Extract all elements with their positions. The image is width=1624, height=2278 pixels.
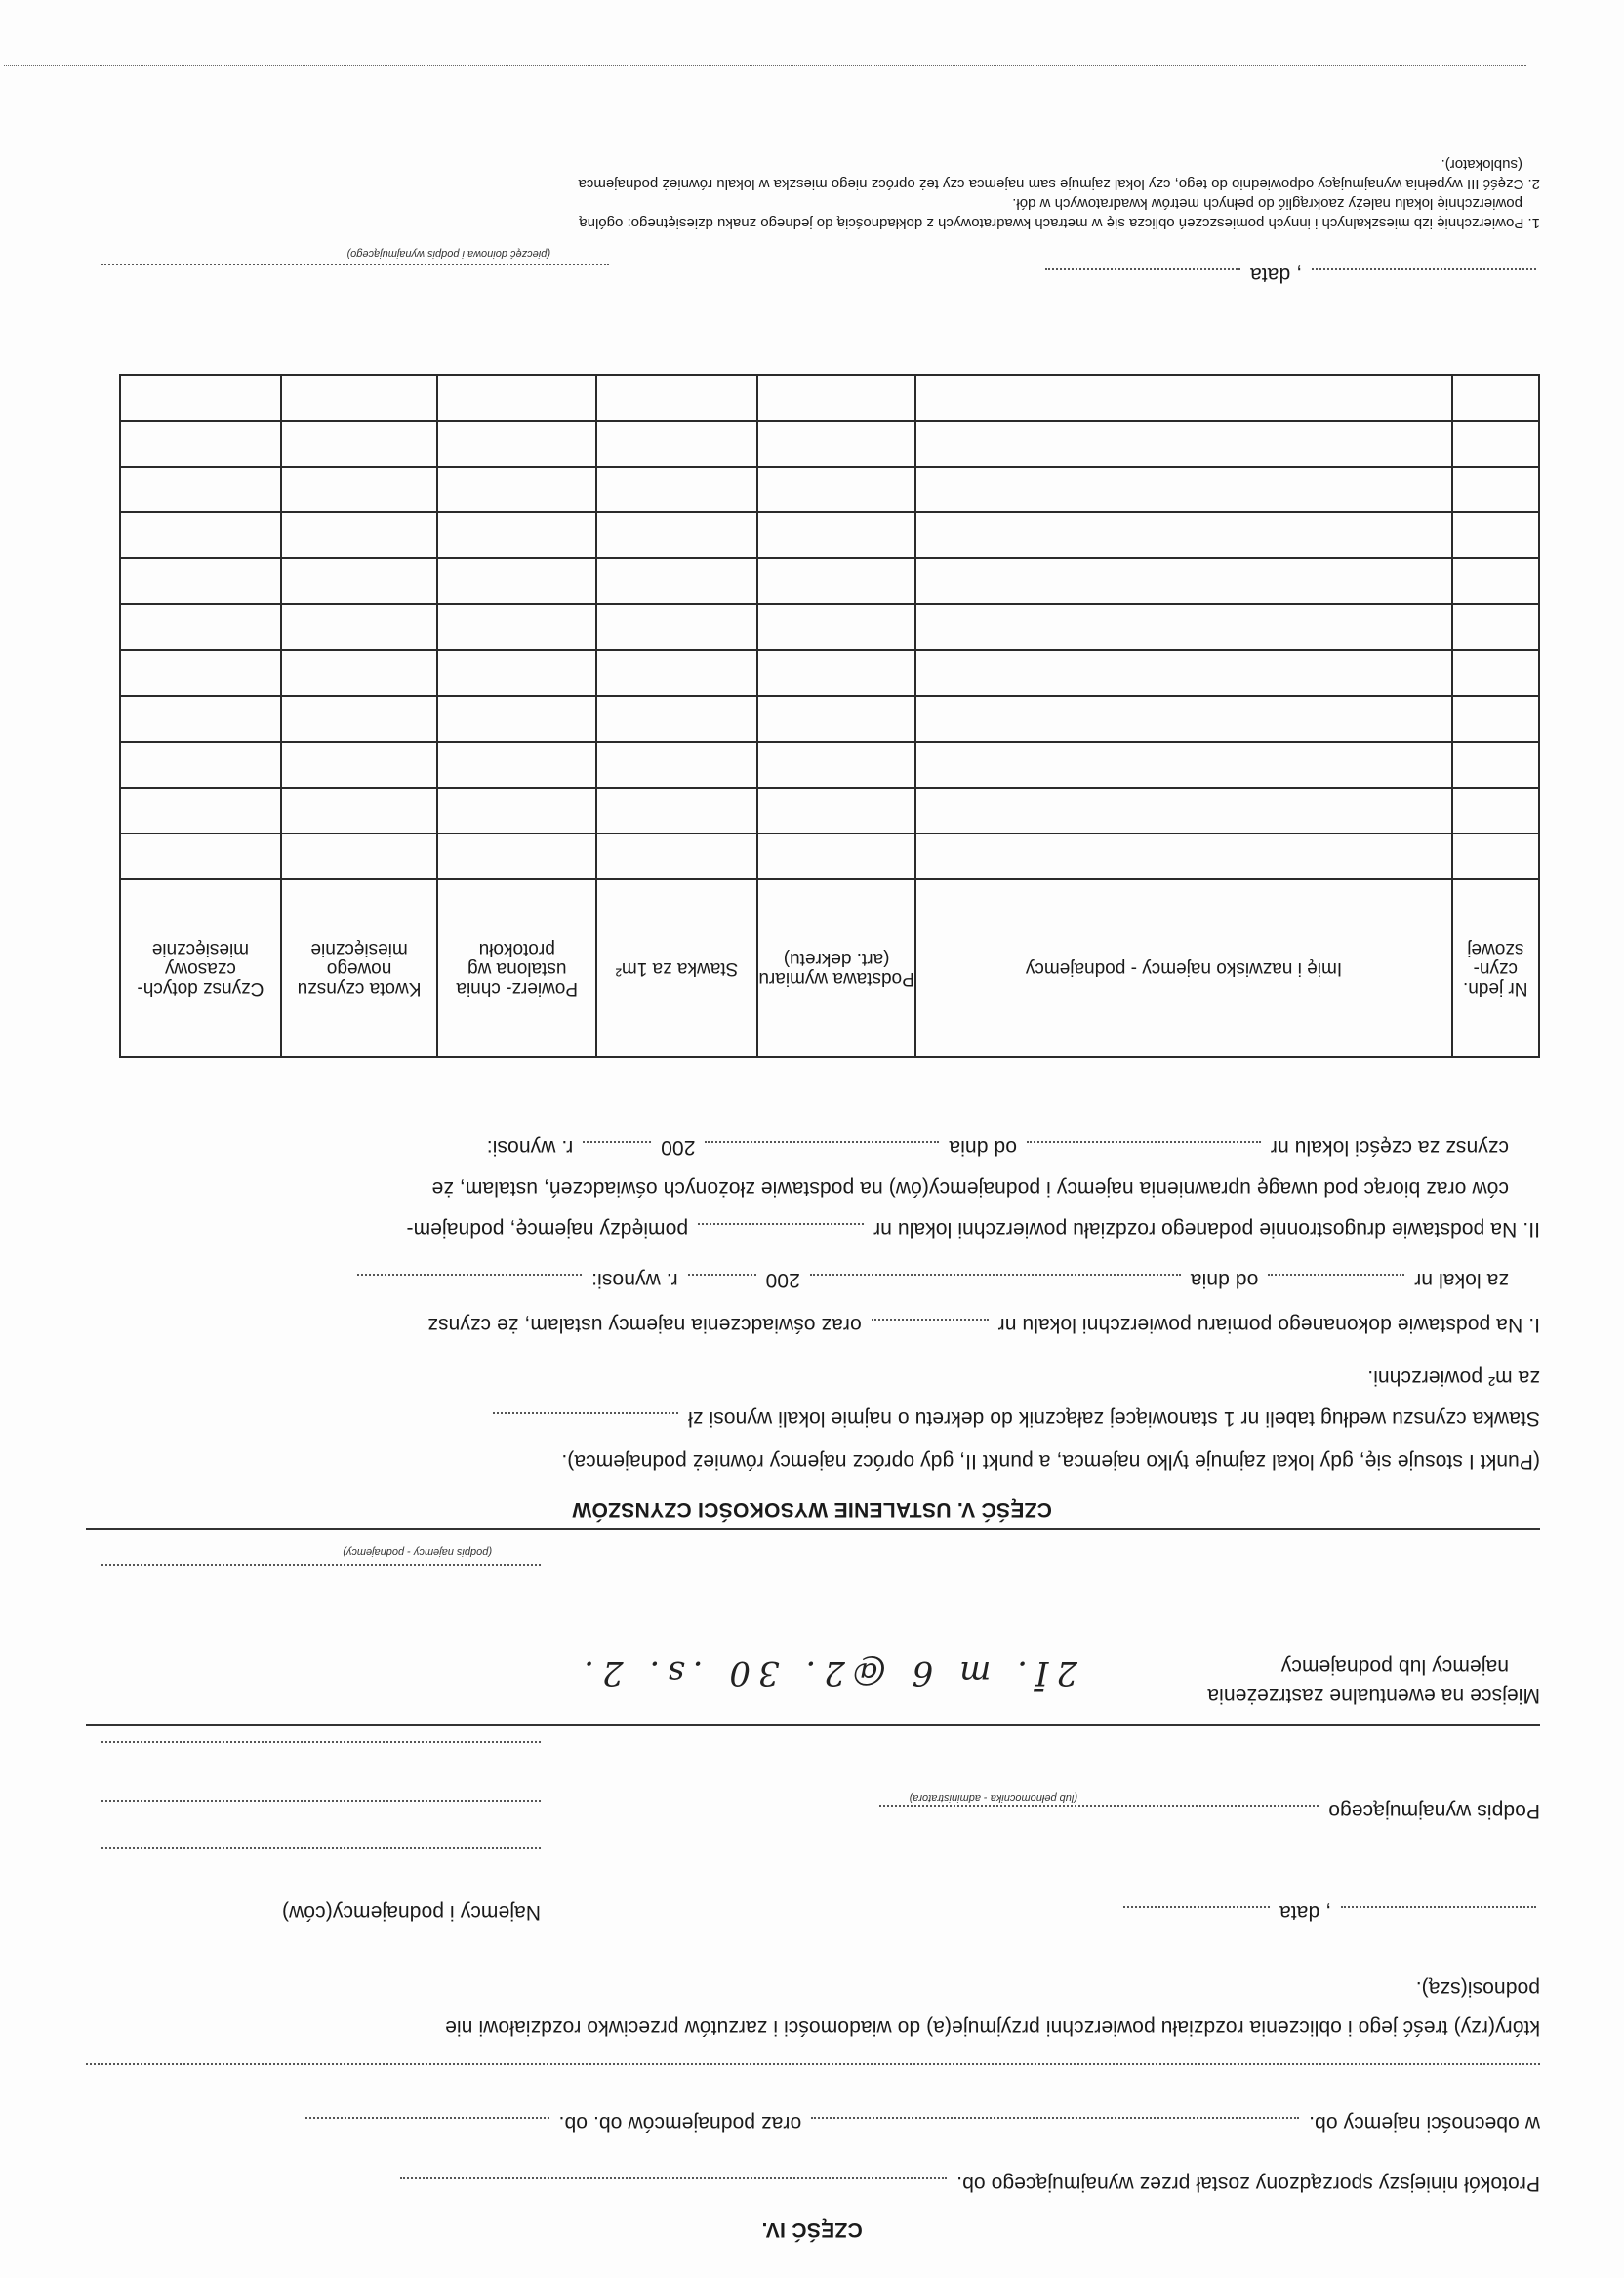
table-cell[interactable]	[596, 834, 757, 879]
table-cell[interactable]	[915, 375, 1451, 421]
table-cell[interactable]	[120, 375, 281, 421]
table-cell[interactable]	[1452, 512, 1539, 558]
table-cell[interactable]	[120, 834, 281, 879]
rate-field[interactable]	[493, 1412, 678, 1414]
point2-year-field[interactable]	[583, 1141, 651, 1143]
point1-unit-field[interactable]	[872, 1319, 989, 1321]
objections-sub: najemcy lub podnajemcy	[1280, 1655, 1509, 1678]
table-cell[interactable]	[120, 742, 281, 788]
table-cell[interactable]	[437, 788, 596, 834]
table-cell[interactable]	[757, 834, 916, 879]
table-cell[interactable]	[281, 375, 438, 421]
tenant-name-field[interactable]	[811, 2117, 1299, 2119]
table-cell[interactable]	[281, 696, 438, 742]
table-cell[interactable]	[596, 421, 757, 467]
table-cell[interactable]	[281, 558, 438, 604]
table-row	[120, 834, 1539, 879]
rate-unit: za m² powierzchni.	[1367, 1366, 1540, 1389]
rate-line	[489, 1405, 1540, 1431]
point2-unit-field[interactable]	[698, 1223, 864, 1225]
table-cell[interactable]	[281, 512, 438, 558]
footnote-1: 1. Powierzchnię izb mieszkalnych i innych pomieszczeń oblicza się w metrach kwadratowych z dokładnością do jednego znaku dziesiętnego: ogólną	[579, 215, 1540, 231]
table-cell[interactable]	[596, 696, 757, 742]
table-cell[interactable]	[757, 375, 916, 421]
part5-intro: (Punkt I stosuje się, gdy lokal zajmuje tylko najemca, a punkt II, gdy oprócz najemcy również podnajemca).	[561, 1450, 1540, 1473]
footnote-1b: powierzchnię lokalu należy zaokrąglić do pełnych metrów kwadratowych w dół.	[1012, 195, 1522, 212]
date-line	[1119, 1899, 1540, 1925]
landlord-signature-field[interactable]	[879, 1805, 1319, 1807]
landlord-sign-label: Podpis wynajmującego	[1328, 1800, 1540, 1822]
rate-text: Stawka czynszu według tabeli nr 1 stanowiącej załącznik do dekretu o najmie lokali wynosi zł	[688, 1407, 1540, 1430]
table-cell[interactable]	[915, 788, 1451, 834]
footer-date-field[interactable]	[1045, 268, 1240, 270]
acceptance-text-end: podnosi(szą).	[1415, 1977, 1540, 2000]
table-cell[interactable]	[437, 467, 596, 512]
point2-line1	[406, 1216, 1540, 1241]
table-cell[interactable]	[120, 788, 281, 834]
point2-line3	[487, 1134, 1509, 1159]
point1-year: 200	[765, 1269, 800, 1291]
rent-table	[119, 374, 1540, 1058]
table-cell[interactable]	[437, 696, 596, 742]
table-cell[interactable]	[757, 512, 916, 558]
table-cell[interactable]	[281, 788, 438, 834]
table-cell[interactable]	[281, 467, 438, 512]
point1-amount-field[interactable]	[357, 1274, 582, 1276]
point1-text-c: za lokal nr	[1414, 1269, 1509, 1291]
footer-signature-line[interactable]	[102, 264, 609, 265]
table-row	[120, 604, 1539, 650]
table-row	[120, 742, 1539, 788]
table-cell[interactable]	[120, 467, 281, 512]
point2-text: II. Na podstawie drugostronnie podanego rozdziału powierzchni lokalu nr	[873, 1218, 1540, 1241]
footnote-2: 2. Część III wypełnia wynajmujący odpowiednio do tego, czy lokal zajmuje sam najemca czy też oprócz niego mieszka w lokalu również podnajemca	[578, 176, 1540, 192]
col-unit-no: Nr jedn. czyn- szowej	[1452, 879, 1539, 1057]
table-cell[interactable]	[757, 467, 916, 512]
dotted-line	[86, 2063, 1540, 2065]
footnote-2b: (sublokator).	[1441, 156, 1522, 173]
point1-text-d: od dnia	[1190, 1269, 1259, 1291]
table-cell[interactable]	[596, 650, 757, 696]
tenant-signature-line-2[interactable]	[102, 1800, 541, 1802]
acceptance-text: który(rzy) treść jego i obliczenia rozdziału powierzchni przyjmuje(a) do wiadomości i zarzutów przeciwko rozdziałowi nie	[445, 2016, 1540, 2039]
point2-text-e: od dnia	[949, 1136, 1017, 1159]
presence-text: w obecności najemcy ob.	[1309, 2112, 1540, 2135]
date-label: , data	[1279, 1901, 1332, 1924]
table-cell[interactable]	[596, 558, 757, 604]
landlord-name-field[interactable]	[400, 2177, 947, 2179]
table-cell[interactable]	[1452, 421, 1539, 467]
table-cell[interactable]	[757, 696, 916, 742]
table-cell[interactable]	[120, 650, 281, 696]
table-cell[interactable]	[120, 696, 281, 742]
point1-lokal-field[interactable]	[1268, 1274, 1404, 1276]
table-cell[interactable]	[915, 742, 1451, 788]
table-cell[interactable]	[596, 512, 757, 558]
point2-line2: ców oraz biorąc pod uwagę uprawnienia najemcy i podnajemcy(ów) na podstawie złożonych oświadczeń, ustalam, że	[431, 1177, 1509, 1200]
point2-text-b: pomiędzy najemcę, podnajem-	[406, 1218, 689, 1241]
table-row	[120, 650, 1539, 696]
table-cell[interactable]	[757, 421, 916, 467]
point2-date-field[interactable]	[705, 1141, 939, 1143]
table-row	[120, 467, 1539, 512]
tenant-signature-line-4[interactable]	[102, 1564, 541, 1566]
subtenants-text: oraz podnajemców ob. ob.	[558, 2112, 802, 2135]
table-cell[interactable]	[757, 558, 916, 604]
table-cell[interactable]	[596, 604, 757, 650]
table-cell[interactable]	[120, 558, 281, 604]
point2-lokal-field[interactable]	[1027, 1141, 1261, 1143]
table-cell[interactable]	[596, 467, 757, 512]
point2-text-g: r. wynosi:	[486, 1136, 574, 1159]
table-cell[interactable]	[281, 742, 438, 788]
table-cell[interactable]	[757, 788, 916, 834]
tenant-signature-line-3[interactable]	[102, 1741, 541, 1743]
table-cell[interactable]	[120, 421, 281, 467]
table-cell[interactable]	[915, 696, 1451, 742]
footer-place-field[interactable]	[1312, 268, 1536, 270]
table-cell[interactable]	[915, 650, 1451, 696]
table-cell[interactable]	[281, 604, 438, 650]
footer-date-label: , data	[1249, 264, 1303, 286]
table-cell[interactable]	[1452, 696, 1539, 742]
table-cell[interactable]	[596, 375, 757, 421]
table-header-row	[120, 879, 1539, 1057]
point2-year: 200	[661, 1136, 696, 1159]
table-cell[interactable]	[120, 604, 281, 650]
protocol-text: Protokół niniejszy sporządzony został przez wynajmującego ob.	[956, 2173, 1540, 2195]
point1-text: I. Na podstawie dokonanego pomiaru powierzchni lokalu nr	[997, 1314, 1540, 1336]
point1-line2	[353, 1267, 1509, 1292]
table-cell[interactable]	[1452, 375, 1539, 421]
table-cell[interactable]	[281, 834, 438, 879]
presence-line	[302, 2110, 1540, 2136]
table-row	[120, 375, 1539, 421]
table-cell[interactable]	[437, 421, 596, 467]
col-basis: Podstawa wymiaru (art. dekretu)	[757, 879, 916, 1057]
table-cell[interactable]	[281, 421, 438, 467]
col-area: Powierz- chnia ustalona wg protokołu	[437, 879, 596, 1057]
tenant-sign-caption: (podpis najemcy - podnajemcy)	[343, 1546, 492, 1558]
table-cell[interactable]	[1452, 834, 1539, 879]
table-cell[interactable]	[1452, 604, 1539, 650]
col-rate: Stawka za 1m²	[596, 879, 757, 1057]
footer-date-line	[1041, 262, 1540, 287]
place-field[interactable]	[1341, 1906, 1536, 1908]
tenants-label: Najemcy i podnajemcy(ców)	[281, 1901, 541, 1924]
table-row	[120, 696, 1539, 742]
table-cell[interactable]	[1452, 467, 1539, 512]
table-cell[interactable]	[596, 742, 757, 788]
point2-text-d: czynsz za części lokalu nr	[1270, 1136, 1509, 1159]
point1-line1	[427, 1312, 1540, 1337]
table-cell[interactable]	[1452, 650, 1539, 696]
table-cell[interactable]	[596, 788, 757, 834]
table-cell[interactable]	[281, 650, 438, 696]
table-cell[interactable]	[915, 512, 1451, 558]
table-row	[120, 421, 1539, 467]
table-cell[interactable]	[437, 558, 596, 604]
protocol-line	[396, 2171, 1540, 2196]
table-cell[interactable]	[437, 834, 596, 879]
col-name: Imię i nazwisko najemcy - podnajemcy	[915, 879, 1451, 1057]
landlord-sign-caption: (lub pełnomocnika - administratora)	[909, 1792, 1077, 1804]
table-cell[interactable]	[757, 650, 916, 696]
table-cell[interactable]	[915, 834, 1451, 879]
col-old-rent: Czynsz dotych- czasowy miesięcznie	[120, 879, 281, 1057]
point1-date-field[interactable]	[810, 1274, 1181, 1276]
table-cell[interactable]	[915, 558, 1451, 604]
scan-edge-line	[4, 65, 1526, 66]
part4-heading: CZĘŚĆ IV.	[761, 2218, 863, 2241]
table-cell[interactable]	[757, 604, 916, 650]
point1-year-field[interactable]	[688, 1274, 756, 1276]
footer-sign-caption: (pieczęć doinowa i podpis wynajmującego)	[346, 248, 550, 260]
point1-text-b: oraz oświadczenia najemcy ustalam, że czynsz	[427, 1314, 862, 1336]
col-new-rent: Kwota czynszu nowego miesięcznie	[281, 879, 438, 1057]
section-divider-2	[86, 1528, 1540, 1530]
table-cell[interactable]	[437, 742, 596, 788]
handwritten-note: 2Ī. m 6 @2. 30 .s. 2.	[576, 1653, 1077, 1692]
subtenant-name-field[interactable]	[305, 2117, 549, 2119]
table-cell[interactable]	[437, 604, 596, 650]
table-row	[120, 558, 1539, 604]
table-cell[interactable]	[915, 604, 1451, 650]
table-cell[interactable]	[437, 512, 596, 558]
table-cell[interactable]	[915, 421, 1451, 467]
date-field[interactable]	[1123, 1906, 1270, 1908]
table-row	[120, 512, 1539, 558]
point1-text-f: r. wynosi:	[591, 1269, 678, 1291]
table-cell[interactable]	[120, 512, 281, 558]
table-row	[120, 788, 1539, 834]
objections-label: Miejsce na ewentualne zastrzeżenia	[1207, 1685, 1540, 1707]
table-cell[interactable]	[437, 375, 596, 421]
table-cell[interactable]	[915, 467, 1451, 512]
part5-heading: CZĘŚĆ V. USTALENIE WYSOKOŚCI CZYNSZÓW	[572, 1498, 1052, 1521]
table-cell[interactable]	[1452, 788, 1539, 834]
table-cell[interactable]	[757, 742, 916, 788]
table-cell[interactable]	[1452, 558, 1539, 604]
table-cell[interactable]	[437, 650, 596, 696]
tenant-signature-line-1[interactable]	[102, 1847, 541, 1849]
table-cell[interactable]	[1452, 742, 1539, 788]
section-divider	[86, 1724, 1540, 1726]
